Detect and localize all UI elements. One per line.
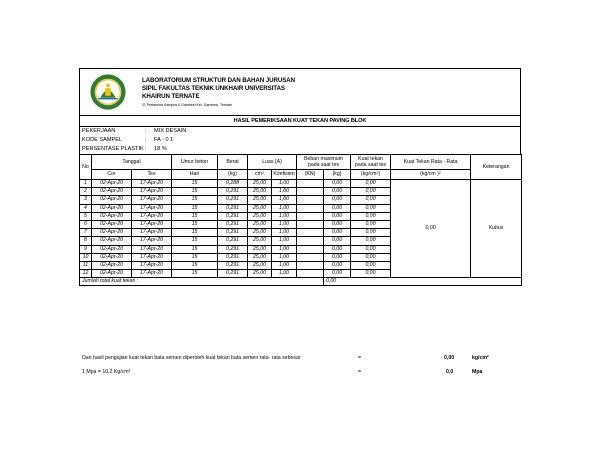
conclusion-unit-2: Mpa — [472, 369, 483, 375]
rata-unit-text: (kg/cm ) — [420, 171, 439, 177]
col-ket: Keterangan — [471, 155, 522, 180]
cell-kn — [297, 212, 324, 220]
cell-kuat: 0,00 — [351, 270, 391, 278]
cell-berat: 0,288 — [218, 180, 248, 188]
col-beban-line1: Beban maximum — [304, 156, 343, 162]
col-kuat-unit — [351, 170, 391, 180]
cell-no: 3 — [80, 196, 92, 204]
mpa-conversion-text: 1 Mpa = 10,2 Kg/cm² — [82, 369, 131, 375]
col-cor: Cor — [92, 170, 132, 180]
cell-koef: 1,00 — [272, 270, 297, 278]
colon: : — [145, 128, 147, 134]
conclusion-eq-2: = — [358, 369, 362, 375]
cell-umur: 15 — [172, 229, 218, 237]
cell-luas: 25,00 — [248, 212, 272, 220]
cell-koef: 1,00 — [272, 180, 297, 188]
col-beban-kn: (KN) — [297, 170, 324, 180]
cell-cor: 02-Apr-20 — [92, 237, 132, 245]
pekerjaan-value: MIX DESAIN — [154, 128, 187, 134]
col-kuat — [351, 155, 391, 170]
cell-luas: 25,00 — [248, 253, 272, 261]
cell-kg: 0,00 — [324, 253, 351, 261]
kuat-unit-close: ) — [378, 171, 381, 177]
cell-kn — [297, 229, 324, 237]
header-line-2: SIPIL FAKULTAS TEKNIK UNKHAIR UNIVERSITAS — [142, 85, 285, 92]
cell-berat: 0,291 — [218, 261, 248, 269]
cell-kn — [297, 180, 324, 188]
header-line-3: KHAIRUN TERNATE — [142, 93, 200, 100]
cell-no: 5 — [80, 212, 92, 220]
cell-kn — [297, 237, 324, 245]
conclusion-eq-1: = — [358, 355, 362, 361]
cell-koef: 1,00 — [272, 212, 297, 220]
cell-umur: 15 — [172, 180, 218, 188]
cell-no: 6 — [80, 220, 92, 228]
cell-kuat: 0,00 — [351, 220, 391, 228]
cell-tes: 17-Apr-20 — [132, 188, 172, 196]
cell-umur: 15 — [172, 237, 218, 245]
cell-koef: 1,00 — [272, 220, 297, 228]
cell-cor: 02-Apr-20 — [92, 212, 132, 220]
cell-kn — [297, 196, 324, 204]
colon: : — [145, 146, 147, 152]
report-sheet — [79, 68, 521, 286]
cell-umur: 15 — [172, 188, 218, 196]
table-row — [80, 180, 522, 188]
cell-cor: 02-Apr-20 — [92, 253, 132, 261]
cell-tes: 17-Apr-20 — [132, 229, 172, 237]
cell-kuat: 0,00 — [351, 196, 391, 204]
col-rata-unit — [391, 170, 471, 180]
cell-kg: 0,00 — [324, 196, 351, 204]
cell-no: 2 — [80, 188, 92, 196]
cell-kg: 0,00 — [324, 188, 351, 196]
cell-luas: 25,00 — [248, 188, 272, 196]
cell-kg: 0,00 — [324, 180, 351, 188]
cell-umur: 15 — [172, 220, 218, 228]
cell-umur: 15 — [172, 253, 218, 261]
cell-tes: 17-Apr-20 — [132, 253, 172, 261]
col-berat: Berat — [218, 155, 248, 170]
cell-berat: 0,291 — [218, 253, 248, 261]
cell-kn — [297, 220, 324, 228]
cell-kg: 0,00 — [324, 204, 351, 212]
cell-kg: 0,00 — [324, 212, 351, 220]
conclusion-value-2: 0,0 — [446, 369, 454, 375]
cell-koef: 1,00 — [272, 245, 297, 253]
persen-value: 18 % — [154, 146, 167, 152]
col-no: No — [80, 155, 92, 180]
cell-cor: 02-Apr-20 — [92, 261, 132, 269]
cell-koef: 1,00 — [272, 204, 297, 212]
cell-kg: 0,00 — [324, 270, 351, 278]
cell-berat: 0,291 — [218, 237, 248, 245]
cell-kg: 0,00 — [324, 229, 351, 237]
rata-unit-sup: 2 — [438, 171, 441, 175]
kode-value: FA - 0 1 — [154, 137, 174, 143]
cell-berat: 0,291 — [218, 212, 248, 220]
cell-no: 10 — [80, 253, 92, 261]
cell-kn — [297, 204, 324, 212]
conclusion-value-1: 0,00 — [444, 355, 455, 361]
cell-tes: 17-Apr-20 — [132, 237, 172, 245]
luas-unit-sup: 2 — [261, 171, 264, 175]
cell-kuat: 0,00 — [351, 188, 391, 196]
cell-cor: 02-Apr-20 — [92, 245, 132, 253]
cell-koef: 1,00 — [272, 229, 297, 237]
col-koefisien: Koefisien — [272, 170, 297, 180]
university-logo-icon — [89, 73, 127, 111]
cell-kn — [297, 270, 324, 278]
cell-kn — [297, 245, 324, 253]
kuat-unit-text: (kg/cm — [360, 171, 377, 177]
average-value: 0,00 — [391, 180, 471, 278]
cell-umur: 15 — [172, 245, 218, 253]
header-address: Jl. Pertamina Kampus II Gambesi Kel. Gambesi, Ternate — [142, 103, 233, 107]
cell-cor: 02-Apr-20 — [92, 196, 132, 204]
luas-unit-text: cm — [255, 171, 262, 177]
cell-kg: 0,00 — [324, 245, 351, 253]
col-beban-kg: (kg) — [324, 170, 351, 180]
cell-luas: 25,00 — [248, 220, 272, 228]
cell-kuat: 0,00 — [351, 253, 391, 261]
report-title: HASIL PEMERIKSAAN KUAT TEKAN PAVING BLOK — [79, 115, 521, 127]
cell-no: 9 — [80, 245, 92, 253]
cell-berat: 0,291 — [218, 245, 248, 253]
cell-umur: 15 — [172, 204, 218, 212]
cell-no: 8 — [80, 237, 92, 245]
keterangan-value: Kubus — [471, 180, 522, 278]
cell-tes: 17-Apr-20 — [132, 245, 172, 253]
cell-tes: 17-Apr-20 — [132, 196, 172, 204]
cell-kuat: 0,00 — [351, 204, 391, 212]
col-luas-unit — [248, 170, 272, 180]
cell-umur: 15 — [172, 196, 218, 204]
cell-cor: 02-Apr-20 — [92, 220, 132, 228]
cell-umur: 15 — [172, 270, 218, 278]
info-block — [79, 127, 521, 154]
cell-luas: 25,00 — [248, 245, 272, 253]
header-line-1: LABORATORIUM STRUKTUR DAN BAHAN JURUSAN — [142, 77, 295, 84]
cell-tes: 17-Apr-20 — [132, 212, 172, 220]
total-value: 0,00 — [324, 278, 522, 286]
cell-cor: 02-Apr-20 — [92, 229, 132, 237]
cell-kn — [297, 188, 324, 196]
cell-kg: 0,00 — [324, 261, 351, 269]
col-kuat-line2: pada saat tes — [354, 162, 387, 168]
cell-koef: 1,00 — [272, 237, 297, 245]
cell-berat: 0,291 — [218, 204, 248, 212]
cell-kuat: 0,00 — [351, 245, 391, 253]
kuat-unit-sup: 2 — [376, 171, 379, 175]
col-kuat-line1: Kuat tekan — [358, 156, 383, 162]
lab-header — [79, 68, 521, 115]
total-label: Jumlah total kuat tekan : — [80, 278, 324, 286]
results-table — [79, 154, 522, 286]
cell-tes: 17-Apr-20 — [132, 220, 172, 228]
cell-umur: 15 — [172, 261, 218, 269]
cell-luas: 25,00 — [248, 204, 272, 212]
cell-kg: 0,00 — [324, 237, 351, 245]
cell-koef: 1,00 — [272, 188, 297, 196]
cell-berat: 0,291 — [218, 220, 248, 228]
pekerjaan-label: PEKERJAAN — [82, 128, 116, 134]
col-rata: Kuat Tekan Rata - Rata — [391, 155, 471, 170]
cell-luas: 25,00 — [248, 196, 272, 204]
cell-berat: 0,291 — [218, 229, 248, 237]
colon: : — [145, 137, 147, 143]
col-beban — [297, 155, 351, 170]
cell-no: 7 — [80, 229, 92, 237]
cell-cor: 02-Apr-20 — [92, 180, 132, 188]
cell-tes: 17-Apr-20 — [132, 180, 172, 188]
cell-kg: 0,00 — [324, 220, 351, 228]
cell-berat: 0,291 — [218, 270, 248, 278]
conclusion-text: Dari hasil pengujian kuat tekan bata semen diperoleh kuat tekan bata semen rata- rata sebesar — [82, 355, 301, 361]
cell-tes: 17-Apr-20 — [132, 204, 172, 212]
cell-kuat: 0,00 — [351, 229, 391, 237]
cell-koef: 1,00 — [272, 196, 297, 204]
col-tes: Tes — [132, 170, 172, 180]
cell-cor: 02-Apr-20 — [92, 270, 132, 278]
cell-luas: 25,00 — [248, 229, 272, 237]
kode-label: KODE SAMPEL — [82, 137, 123, 143]
cell-tes: 17-Apr-20 — [132, 270, 172, 278]
cell-umur: 15 — [172, 212, 218, 220]
cell-kn — [297, 261, 324, 269]
cell-luas: 25,00 — [248, 270, 272, 278]
cell-cor: 02-Apr-20 — [92, 204, 132, 212]
cell-kuat: 0,00 — [351, 212, 391, 220]
cell-tes: 17-Apr-20 — [132, 261, 172, 269]
col-umur: Umur beton — [172, 155, 218, 170]
cell-no: 1 — [80, 180, 92, 188]
col-umur-unit: Hari — [172, 170, 218, 180]
col-luas: Luas (A) — [248, 155, 297, 170]
cell-luas: 25,00 — [248, 261, 272, 269]
col-tanggal: Tanggal — [92, 155, 172, 170]
cell-no: 12 — [80, 270, 92, 278]
persen-label: PERSENTASE PLASTIK — [82, 146, 144, 152]
col-berat-unit: (kg) — [218, 170, 248, 180]
results-body — [80, 180, 522, 278]
cell-no: 11 — [80, 261, 92, 269]
cell-kuat: 0,00 — [351, 180, 391, 188]
cell-berat: 0,291 — [218, 196, 248, 204]
cell-koef: 1,00 — [272, 253, 297, 261]
cell-cor: 02-Apr-20 — [92, 188, 132, 196]
col-beban-line2: pada saat tes — [307, 162, 340, 168]
cell-luas: 25,00 — [248, 237, 272, 245]
cell-koef: 1,00 — [272, 261, 297, 269]
cell-kn — [297, 253, 324, 261]
cell-berat: 0,291 — [218, 188, 248, 196]
conclusion-unit-1: kg/cm² — [472, 355, 489, 361]
cell-kuat: 0,00 — [351, 261, 391, 269]
cell-luas: 25,00 — [248, 180, 272, 188]
cell-kuat: 0,00 — [351, 237, 391, 245]
cell-no: 4 — [80, 204, 92, 212]
